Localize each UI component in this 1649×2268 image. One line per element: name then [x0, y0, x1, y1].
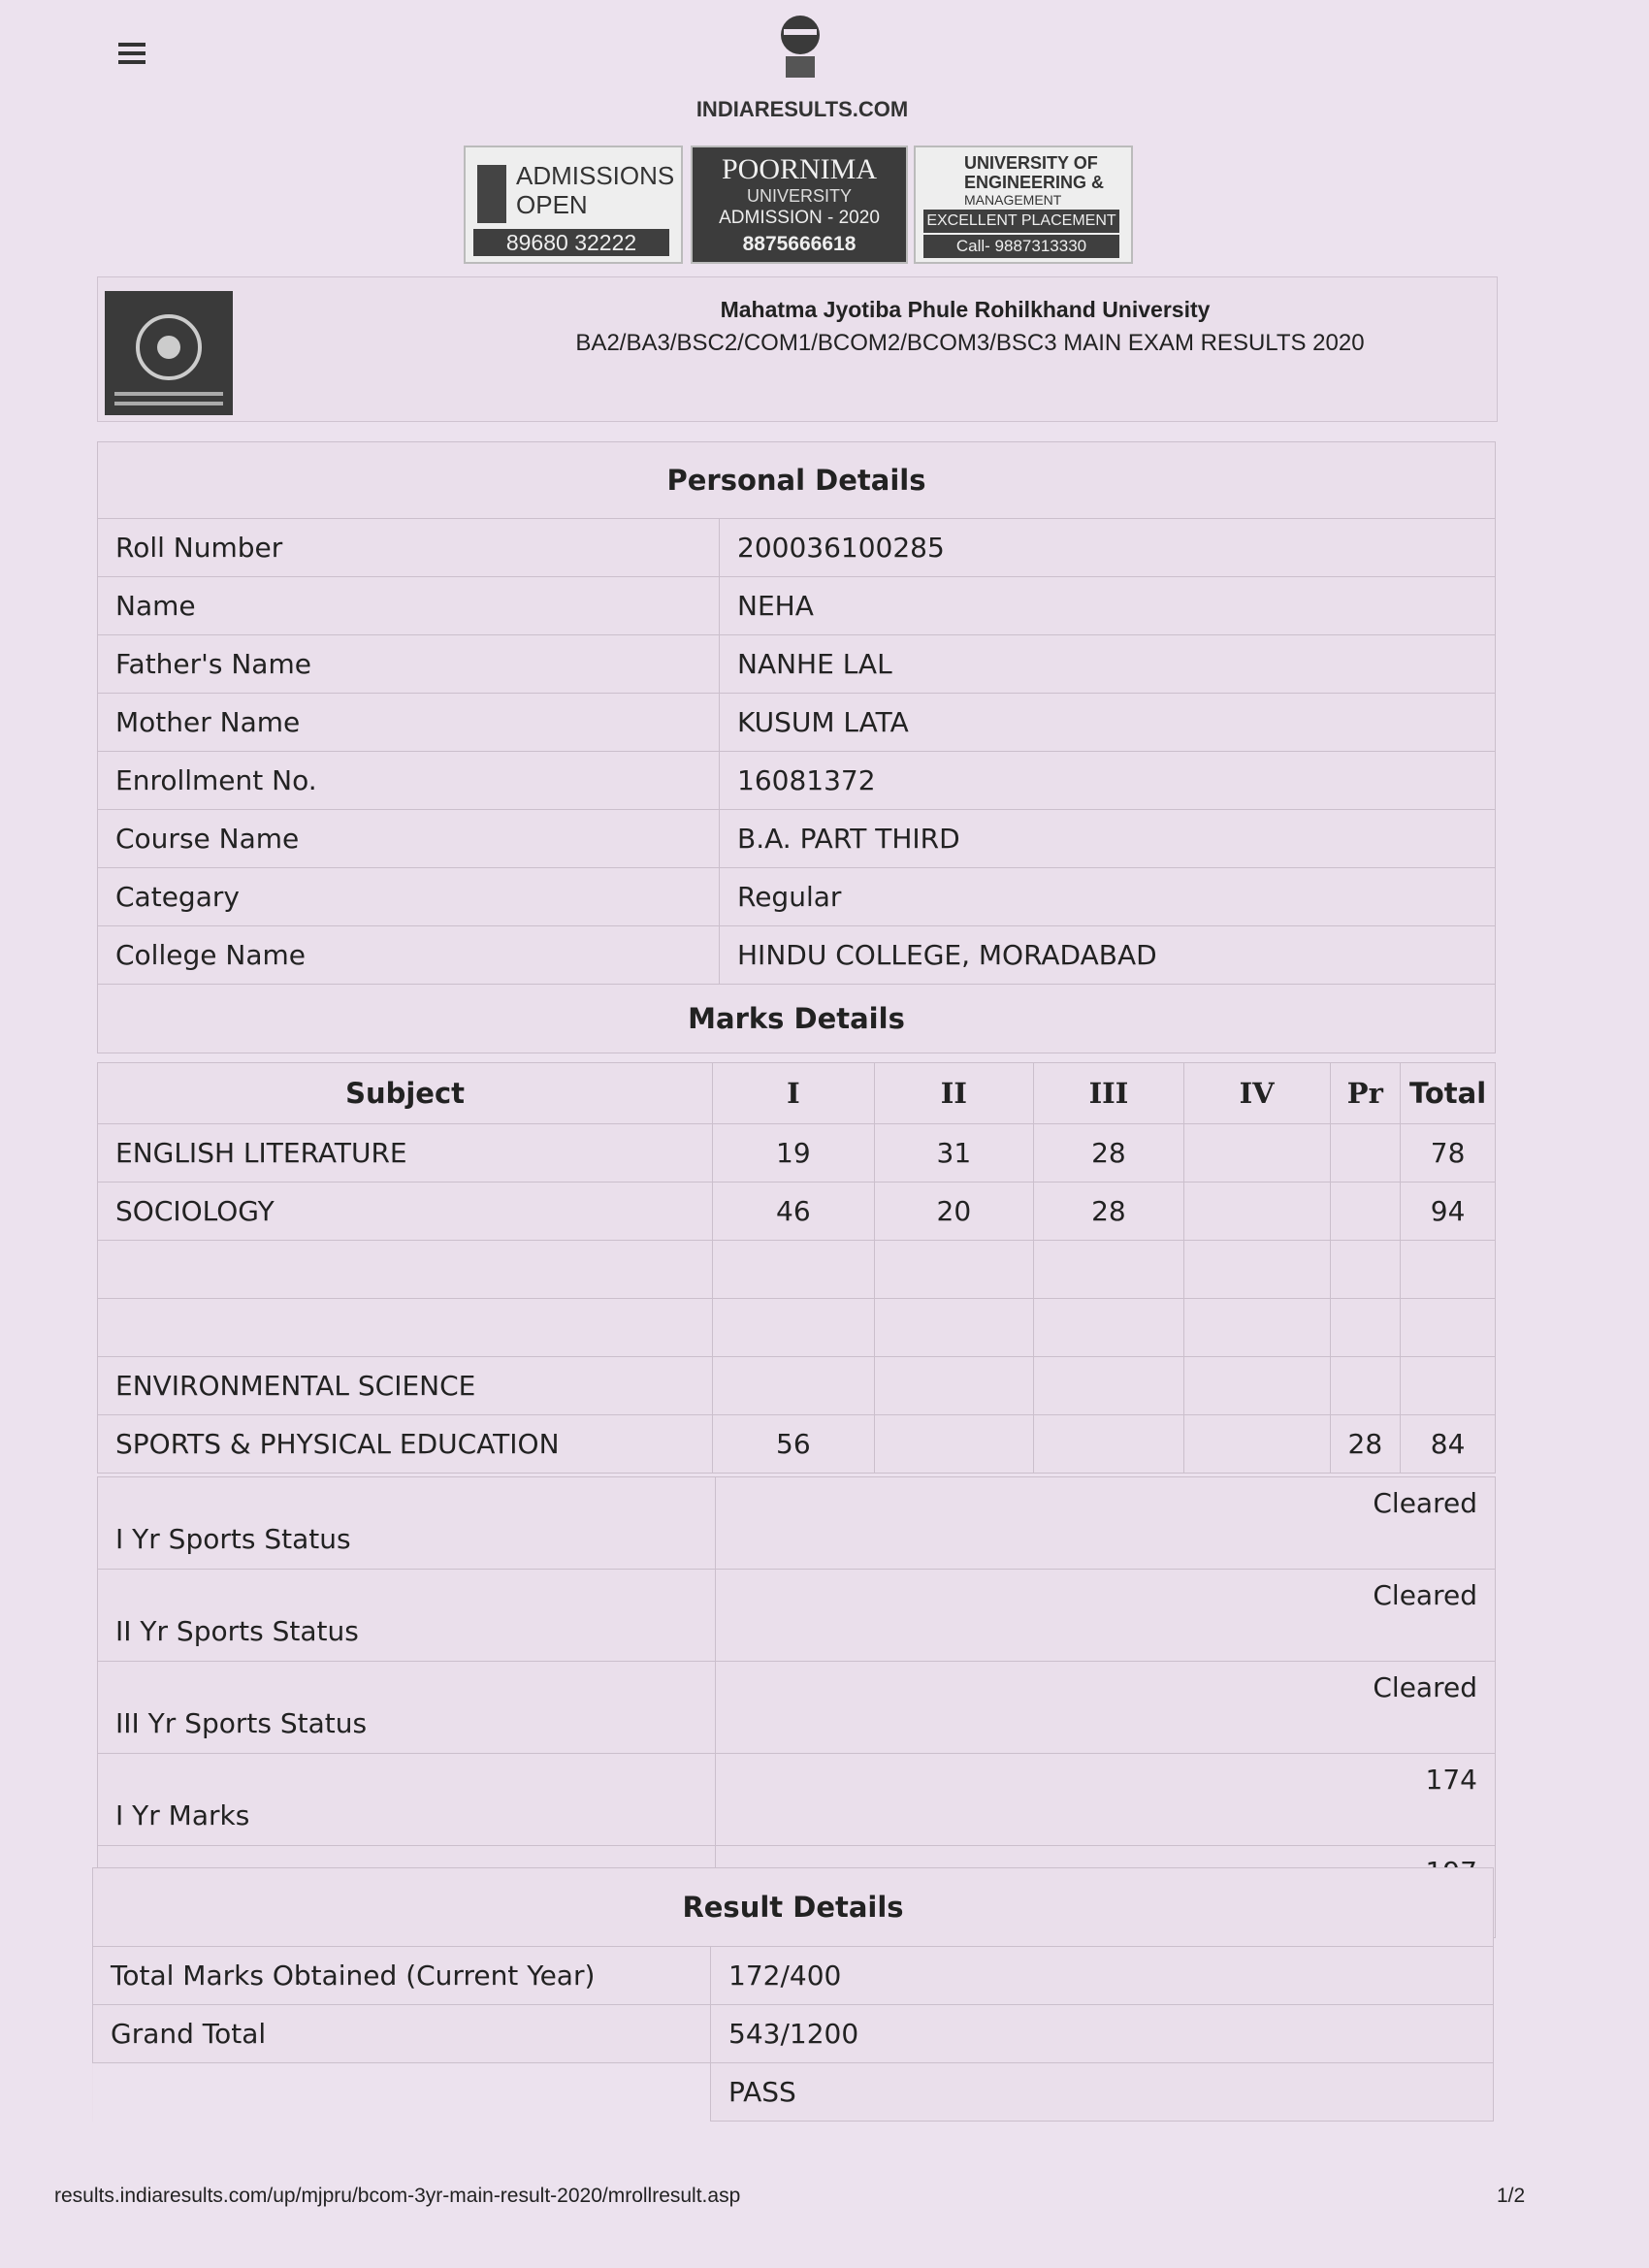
- column-header: Subject: [98, 1063, 713, 1124]
- ad-phone: Call- 9887313330: [923, 235, 1119, 258]
- mark-cell: [1330, 1241, 1401, 1299]
- mark-cell: [1034, 1241, 1184, 1299]
- status-label: I Yr Sports Status: [98, 1477, 716, 1570]
- status-value: Cleared: [716, 1477, 1496, 1570]
- result-label: Grand Total: [93, 2005, 711, 2063]
- column-header: Total: [1401, 1063, 1496, 1124]
- status-value: Cleared: [716, 1570, 1496, 1662]
- mark-cell: [1183, 1357, 1330, 1415]
- column-header: II: [874, 1063, 1033, 1124]
- column-header: III: [1034, 1063, 1184, 1124]
- mark-cell: [1183, 1241, 1330, 1299]
- total-cell: 84: [1401, 1415, 1496, 1474]
- field-value: HINDU COLLEGE, MORADABAD: [720, 926, 1496, 985]
- field-label: Father's Name: [98, 635, 720, 694]
- subject-cell: SOCIOLOGY: [98, 1183, 713, 1241]
- ad-line: UNIVERSITY OF: [964, 153, 1098, 173]
- subject-cell: [98, 1241, 713, 1299]
- page-url: results.indiaresults.com/up/mjpru/bcom-3yr-main-result-2020/mrollresult.asp: [54, 2185, 741, 2207]
- mark-cell: [1330, 1299, 1401, 1357]
- menu-icon[interactable]: [118, 43, 146, 64]
- mark-cell: 28: [1034, 1183, 1184, 1241]
- result-label: [93, 2063, 711, 2122]
- field-value: Regular: [720, 868, 1496, 926]
- result-label: Total Marks Obtained (Current Year): [93, 1947, 711, 2005]
- marks-header-row: [98, 1063, 1496, 1124]
- ad-phone: 8875666618: [742, 233, 857, 255]
- field-label: College Name: [98, 926, 720, 985]
- field-label: Course Name: [98, 810, 720, 868]
- table-row: [98, 519, 1496, 577]
- table-row: [98, 926, 1496, 985]
- mark-cell: [874, 1357, 1033, 1415]
- ad-line: OPEN: [516, 190, 588, 219]
- exam-title: BA2/BA3/BSC2/COM1/BCOM2/BCOM3/BSC3 MAIN EXAM RESULTS 2020: [575, 330, 1365, 356]
- total-cell: [1401, 1299, 1496, 1357]
- table-row: [98, 1754, 1496, 1846]
- personal-details-table: [97, 441, 1496, 1053]
- result-table: [92, 1867, 1494, 2122]
- mark-cell: [1330, 1124, 1401, 1183]
- ad-line: POORNIMA: [721, 153, 878, 185]
- column-header: Pr: [1330, 1063, 1401, 1124]
- mark-cell: 56: [713, 1415, 874, 1474]
- table-row: [98, 1357, 1496, 1415]
- table-row: [93, 1947, 1494, 2005]
- field-label: Mother Name: [98, 694, 720, 752]
- mark-cell: [713, 1357, 874, 1415]
- table-row: [98, 1477, 1496, 1570]
- field-label: Name: [98, 577, 720, 635]
- mark-cell: [713, 1299, 874, 1357]
- table-row: [98, 1241, 1496, 1299]
- subject-cell: ENGLISH LITERATURE: [98, 1124, 713, 1183]
- mark-cell: 46: [713, 1183, 874, 1241]
- mark-cell: [1330, 1357, 1401, 1415]
- result-status: PASS: [711, 2063, 1494, 2122]
- mark-cell: [713, 1241, 874, 1299]
- total-cell: 94: [1401, 1183, 1496, 1241]
- result-value: 172/400: [711, 1947, 1494, 2005]
- status-label: I Yr Marks: [98, 1754, 716, 1846]
- page-number: 1/2: [1497, 2185, 1526, 2207]
- section-title-personal: Personal Details: [98, 442, 1496, 519]
- status-label: II Yr Sports Status: [98, 1570, 716, 1662]
- column-header: I: [713, 1063, 874, 1124]
- ad-banner-poornima[interactable]: [691, 146, 908, 264]
- mark-cell: [1183, 1299, 1330, 1357]
- ad-line: ENGINEERING &: [964, 173, 1105, 192]
- ad-line: UNIVERSITY: [746, 186, 853, 206]
- field-value: 16081372: [720, 752, 1496, 810]
- mark-cell: 20: [874, 1183, 1033, 1241]
- section-title-result: Result Details: [93, 1868, 1494, 1947]
- subject-cell: [98, 1299, 713, 1357]
- total-cell: [1401, 1241, 1496, 1299]
- total-cell: 78: [1401, 1124, 1496, 1183]
- result-value: 543/1200: [711, 2005, 1494, 2063]
- table-row: [98, 1183, 1496, 1241]
- site-name[interactable]: INDIARESULTS.COM: [695, 97, 909, 121]
- table-row: [98, 1662, 1496, 1754]
- mark-cell: [874, 1415, 1033, 1474]
- table-row: [98, 1124, 1496, 1183]
- table-row: [98, 1299, 1496, 1357]
- field-value: B.A. PART THIRD: [720, 810, 1496, 868]
- field-value: KUSUM LATA: [720, 694, 1496, 752]
- mark-cell: 28: [1034, 1124, 1184, 1183]
- mark-cell: [874, 1299, 1033, 1357]
- table-row: [98, 1415, 1496, 1474]
- table-row: [98, 694, 1496, 752]
- mark-cell: [1183, 1183, 1330, 1241]
- table-row: [98, 752, 1496, 810]
- mark-cell: [1183, 1124, 1330, 1183]
- section-title-marks: Marks Details: [98, 985, 1496, 1053]
- mark-cell: [874, 1241, 1033, 1299]
- ad-line: ADMISSIONS: [516, 161, 675, 190]
- mark-cell: [1034, 1357, 1184, 1415]
- ad-line: EXCELLENT PLACEMENT: [923, 210, 1119, 233]
- mark-cell: [1330, 1183, 1401, 1241]
- field-label: Enrollment No.: [98, 752, 720, 810]
- table-row: [93, 2063, 1494, 2122]
- table-row: [98, 577, 1496, 635]
- total-cell: [1401, 1357, 1496, 1415]
- mark-cell: [1183, 1415, 1330, 1474]
- ad-banner-engineering[interactable]: [914, 146, 1133, 264]
- university-logo: [105, 291, 233, 415]
- university-name: Mahatma Jyotiba Phule Rohilkhand University: [720, 297, 1211, 322]
- subject-cell: ENVIRONMENTAL SCIENCE: [98, 1357, 713, 1415]
- field-label: Categary: [98, 868, 720, 926]
- ad-line: ADMISSION - 2020: [719, 208, 880, 228]
- marks-table: [97, 1062, 1496, 1474]
- field-label: Roll Number: [98, 519, 720, 577]
- status-value: 174: [716, 1754, 1496, 1846]
- table-row: [98, 1570, 1496, 1662]
- ad-banner-admissions[interactable]: [464, 146, 683, 264]
- table-row: [98, 810, 1496, 868]
- subject-cell: SPORTS & PHYSICAL EDUCATION: [98, 1415, 713, 1474]
- status-value: Cleared: [716, 1662, 1496, 1754]
- indiaresults-logo-icon: [776, 14, 824, 81]
- status-label: III Yr Sports Status: [98, 1662, 716, 1754]
- ad-line: MANAGEMENT: [964, 192, 1062, 208]
- field-value: NANHE LAL: [720, 635, 1496, 694]
- table-row: [93, 2005, 1494, 2063]
- mark-cell: 31: [874, 1124, 1033, 1183]
- ad-phone: 89680 32222: [473, 229, 669, 256]
- mark-cell: 19: [713, 1124, 874, 1183]
- mark-cell: 28: [1330, 1415, 1401, 1474]
- field-value: NEHA: [720, 577, 1496, 635]
- university-emblem-icon: [105, 291, 233, 415]
- field-value: 200036100285: [720, 519, 1496, 577]
- column-header: IV: [1183, 1063, 1330, 1124]
- mark-cell: [1034, 1299, 1184, 1357]
- table-row: [98, 868, 1496, 926]
- mark-cell: [1034, 1415, 1184, 1474]
- table-row: [98, 635, 1496, 694]
